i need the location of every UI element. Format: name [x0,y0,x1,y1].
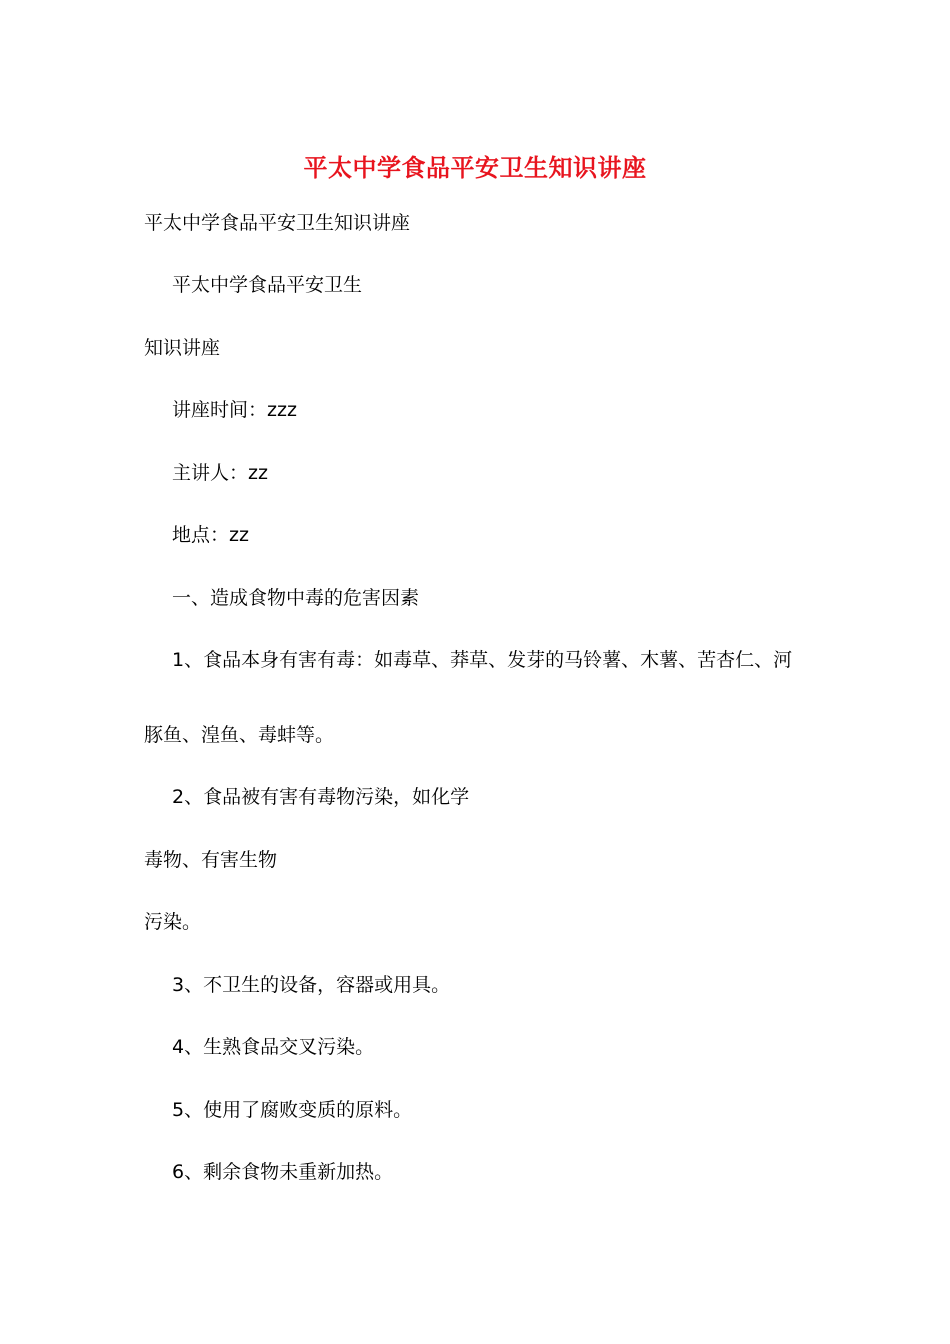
lecture-time: 讲座时间：zzz [172,399,297,421]
list-item-3: 3、不卫生的设备，容器或用具。 [172,974,451,996]
document-title: 平太中学食品平安卫生知识讲座 [303,153,647,182]
lecturer: 主讲人：zz [172,462,268,484]
location: 地点：zz [172,524,249,546]
list-item-5: 5、使用了腐败变质的原料。 [172,1099,413,1121]
list-item-2: 2、食品被有害有毒物污染，如化学 [172,786,470,808]
paragraph-subtitle: 平太中学食品平安卫生 [172,274,363,296]
list-item-1: 1、食品本身有害有毒：如毒草、莽草、发芽的马铃薯、木薯、苦杏仁、河 [172,649,793,671]
section-heading-1: 一、造成食物中毒的危害因素 [172,587,420,609]
list-item-6: 6、剩余食物未重新加热。 [172,1161,394,1183]
paragraph-subtitle-cont: 知识讲座 [144,337,221,359]
list-item-2-cont-a: 毒物、有害生物 [144,849,278,871]
list-item-4: 4、生熟食品交叉污染。 [172,1036,375,1058]
list-item-2-cont-b: 污染。 [144,911,202,933]
paragraph-heading: 平太中学食品平安卫生知识讲座 [144,212,411,234]
list-item-1-cont: 豚鱼、湟鱼、毒蚌等。 [144,724,335,746]
